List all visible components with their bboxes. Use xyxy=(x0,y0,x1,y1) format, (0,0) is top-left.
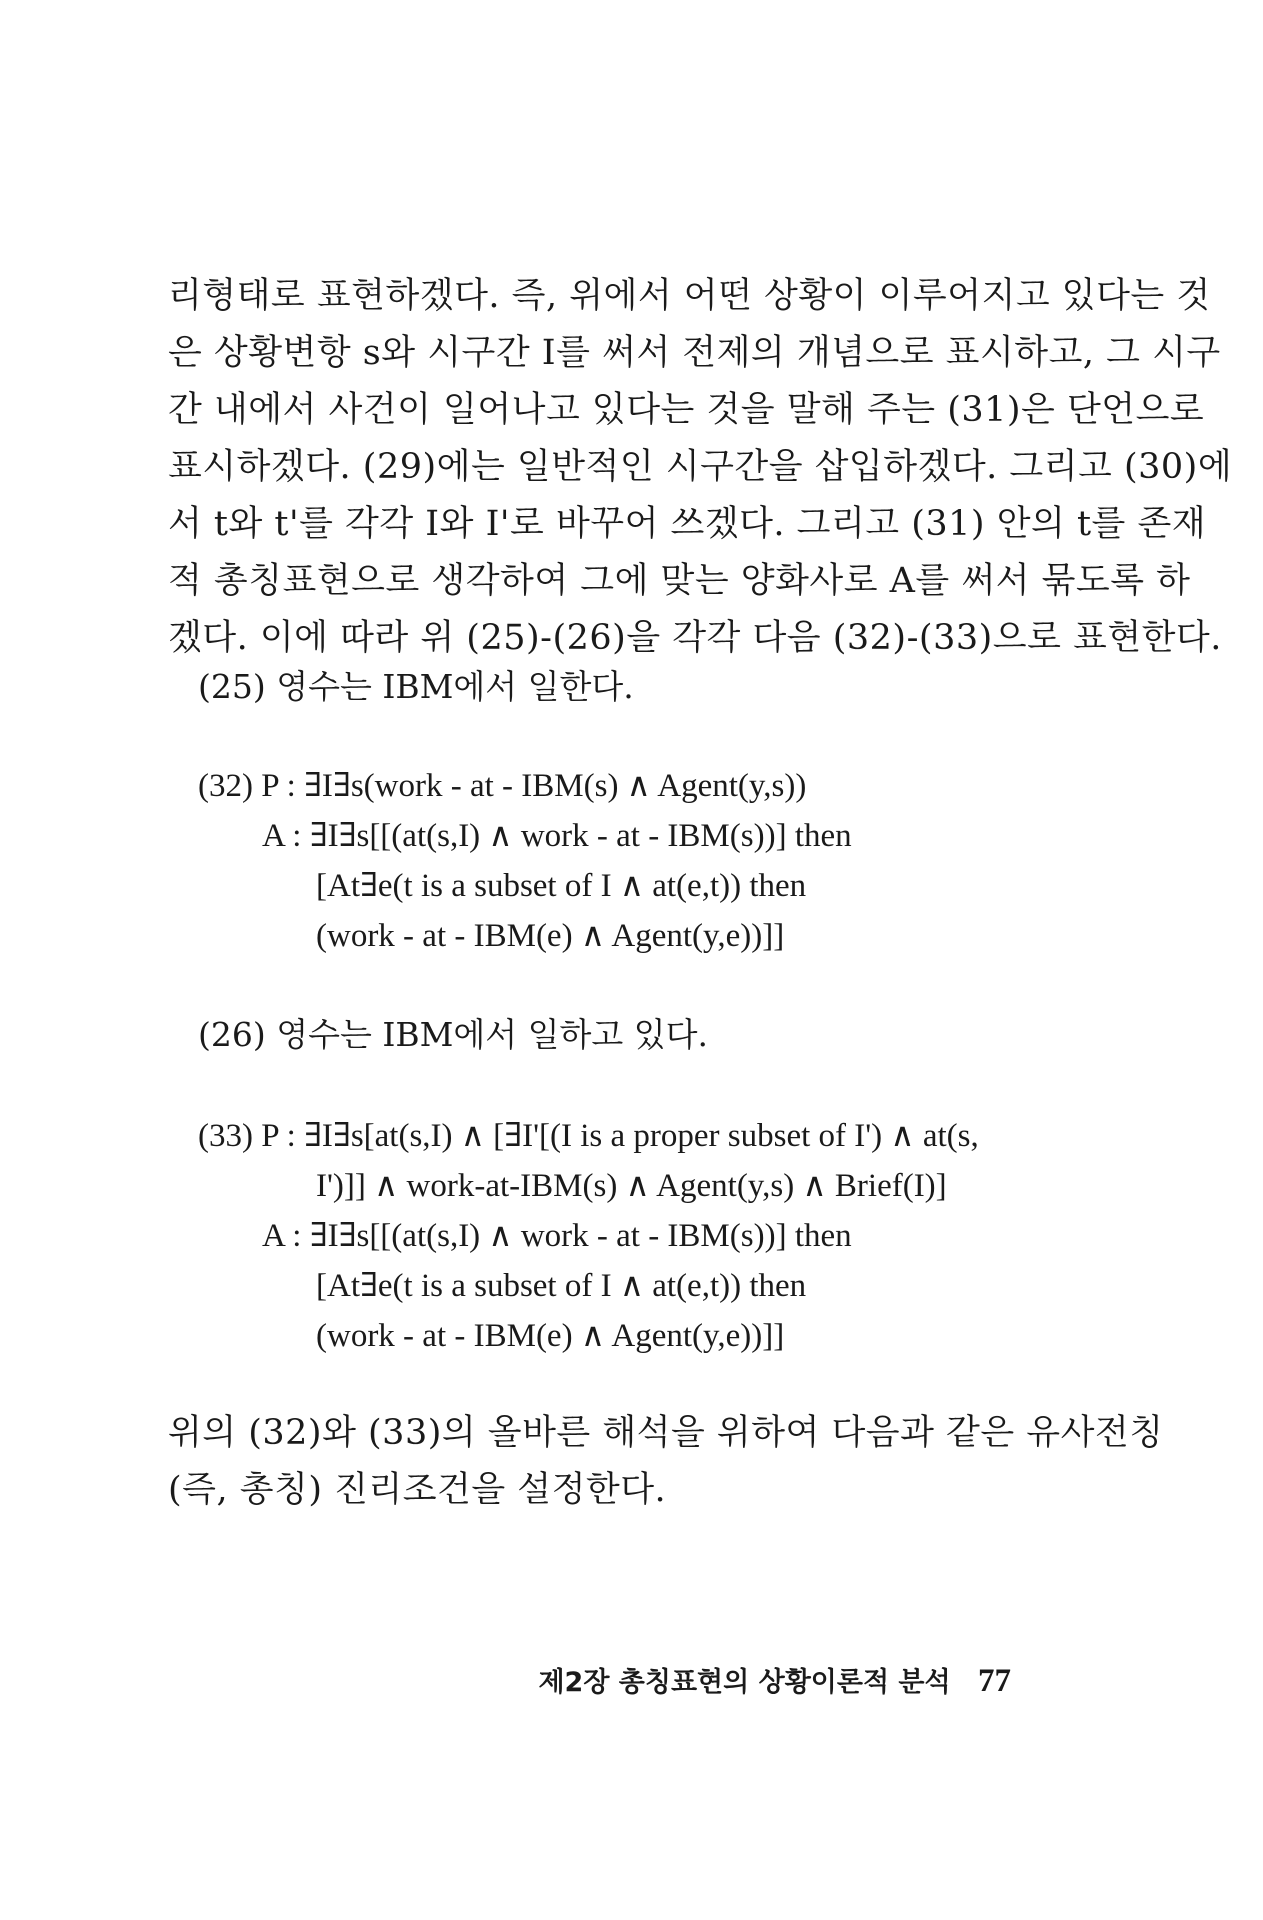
formula-32-a-line3: (work - at - IBM(e) ∧ Agent(y,e))]] xyxy=(316,918,785,954)
chapter-title: 제2장 총칭표현의 상황이론적 분석 xyxy=(538,1667,951,1698)
text-line: (즉, 총칭) 진리조건을 설정한다. xyxy=(168,1470,667,1510)
formula-32-a xyxy=(262,814,852,858)
formula-32-p xyxy=(198,764,806,808)
text-line: 적 총칭표현으로 생각하여 그에 맞는 양화사로 A를 써서 묶도록 하 xyxy=(168,561,1191,601)
a-label: A : xyxy=(262,818,302,854)
p-expression: ∃I∃s[at(s,I) ∧ [∃I'[(I is a proper subset of I') ∧ at(s, xyxy=(304,1118,979,1154)
formula-33-a-line2: [At∃e(t is a subset of I ∧ at(e,t)) then xyxy=(316,1268,807,1304)
formula-33-p-line2: I')]] ∧ work-at-IBM(s) ∧ Agent(y,s) ∧ Brief(I)] xyxy=(316,1168,947,1204)
text-line: 겠다. 이에 따라 위 (25)-(26)을 각각 다음 (32)-(33)으로 표현한다. xyxy=(168,618,1222,658)
p-label: P : xyxy=(261,768,296,804)
closing-paragraph xyxy=(168,1405,1164,1519)
running-footer xyxy=(538,1660,1011,1700)
page-number: 77 xyxy=(978,1663,1011,1699)
text-line: 위의 (32)와 (33)의 올바른 해석을 위하여 다음과 같은 유사전칭 xyxy=(168,1413,1164,1453)
example-25: (25) 영수는 IBM에서 일한다. xyxy=(198,667,634,706)
p-label: P : xyxy=(261,1118,296,1154)
formula-33-p xyxy=(198,1114,979,1158)
text-line: 간 내에서 사건이 일어나고 있다는 것을 말해 주는 (31)은 단언으로 xyxy=(168,390,1205,430)
a-expression: ∃I∃s[[(at(s,I) ∧ work - at - IBM(s))] then xyxy=(309,818,852,854)
formula-number: (33) xyxy=(198,1118,253,1154)
intro-paragraph xyxy=(168,268,1233,667)
text-line: 서 t와 t'를 각각 I와 I'로 바꾸어 쓰겠다. 그리고 (31) 안의 t를 존재 xyxy=(168,504,1207,544)
formula-32-a-line2: [At∃e(t is a subset of I ∧ at(e,t)) then xyxy=(316,868,807,904)
example-26: (26) 영수는 IBM에서 일하고 있다. xyxy=(198,1015,709,1054)
p-expression: ∃I∃s(work - at - IBM(s) ∧ Agent(y,s)) xyxy=(304,768,807,804)
text-line: 은 상황변항 s와 시구간 I를 써서 전제의 개념으로 표시하고, 그 시구 xyxy=(168,333,1221,373)
formula-33-a-line3: (work - at - IBM(e) ∧ Agent(y,e))]] xyxy=(316,1318,785,1354)
text-line: 리형태로 표현하겠다. 즉, 위에서 어떤 상황이 이루어지고 있다는 것 xyxy=(168,276,1211,316)
formula-33-a xyxy=(262,1214,852,1258)
a-label: A : xyxy=(262,1218,302,1254)
formula-number: (32) xyxy=(198,768,253,804)
text-line: 표시하겠다. (29)에는 일반적인 시구간을 삽입하겠다. 그리고 (30)에 xyxy=(168,447,1233,487)
a-expression: ∃I∃s[[(at(s,I) ∧ work - at - IBM(s))] then xyxy=(309,1218,852,1254)
